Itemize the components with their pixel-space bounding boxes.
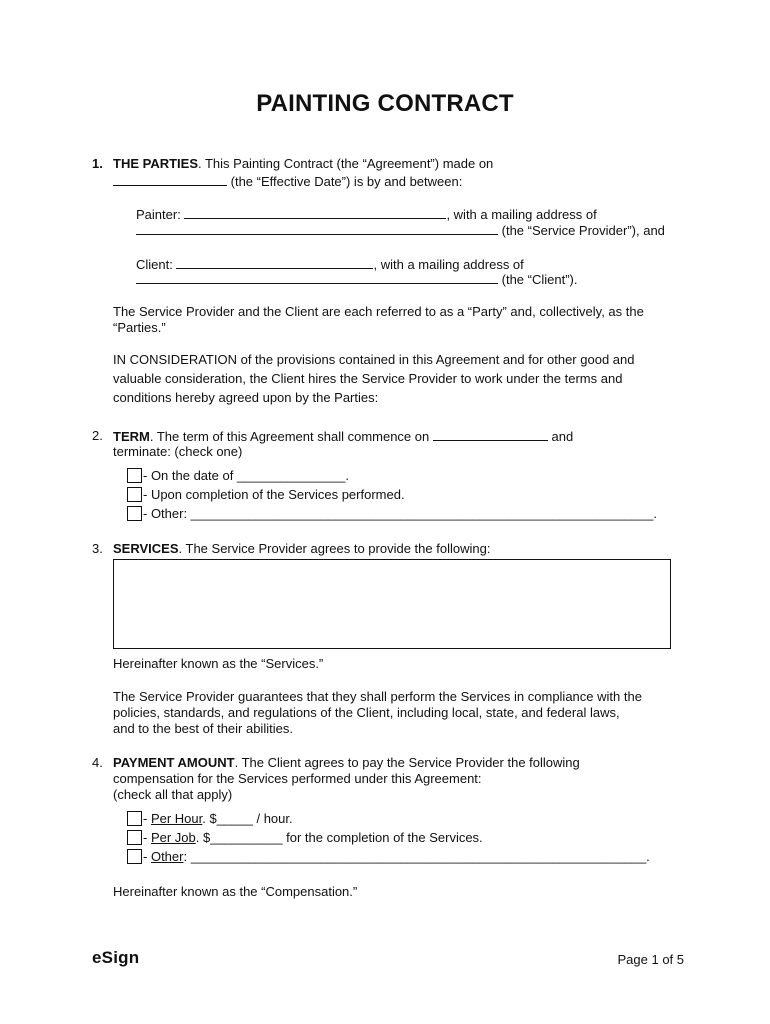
esign-logo: eSign: [92, 948, 140, 967]
painter-label: Painter:: [136, 207, 181, 222]
payment-option-other-checkbox[interactable]: [127, 849, 142, 864]
term-option-2-label: - Upon completion of the Services performed.: [143, 487, 405, 502]
services-known-as: Hereinafter known as the “Services.”: [113, 656, 324, 671]
painter-after-text: , with a mailing address of: [446, 207, 597, 222]
consideration-line-1: IN CONSIDERATION of the provisions contained in this Agreement and for other good and: [113, 352, 635, 367]
consideration-line-3: conditions hereby agreed upon by the Parties:: [113, 390, 379, 405]
other-text: : _______________________________________________________________.: [183, 849, 650, 864]
client-name-field[interactable]: [176, 256, 373, 269]
section-3-number: 3.: [92, 541, 103, 556]
option-dash: -: [143, 830, 151, 845]
painter-address-line: [136, 222, 665, 239]
term-line-2: terminate: (check one): [113, 444, 243, 459]
section-heading: THE PARTIES: [113, 156, 198, 171]
section-heading: TERM: [113, 429, 150, 444]
painter-tail-text: (the “Service Provider”), and: [501, 223, 665, 238]
option-dash: -: [143, 849, 151, 864]
section-2-number: 2.: [92, 428, 103, 443]
client-address-line: [136, 271, 577, 288]
payment-option-per-job-checkbox[interactable]: [127, 830, 142, 845]
term-heading-line: [113, 428, 573, 445]
payment-option-per-job: [143, 830, 483, 846]
term-and-text: and: [551, 429, 574, 444]
term-option-3-label: - Other: ________________________________________________________________.: [143, 506, 658, 521]
payment-heading-line: [113, 755, 580, 771]
payment-option-other: [143, 849, 650, 865]
payment-option-per-hour-checkbox[interactable]: [127, 811, 142, 826]
section-heading: SERVICES: [113, 541, 179, 556]
payment-option-per-hour: [143, 811, 293, 827]
section-1-first-line: [92, 156, 103, 172]
term-start-date-field[interactable]: [433, 428, 548, 441]
services-para-line-3: and to the best of their abilities.: [113, 721, 293, 736]
client-address-field[interactable]: [136, 271, 498, 284]
per-hour-text: . $_____ / hour.: [202, 811, 293, 826]
client-after-text: , with a mailing address of: [373, 257, 524, 272]
effective-date-line: [113, 173, 462, 190]
payment-line-2: compensation for the Services performed under this Agreement:: [113, 771, 482, 786]
client-tail-text: (the “Client”).: [501, 272, 578, 287]
term-option-1-label: - On the date of _______________.: [143, 468, 350, 483]
payment-line-3: (check all that apply): [113, 787, 233, 802]
section-text: . This Painting Contract (the “Agreement”) made on: [198, 156, 494, 171]
painter-line: [136, 206, 597, 223]
term-option-1-checkbox[interactable]: [127, 468, 142, 483]
other-link[interactable]: Other: [150, 849, 184, 864]
section-heading: PAYMENT AMOUNT: [113, 755, 235, 770]
parties-para-line-1: The Service Provider and the Client are each referred to as a “Party” and, collectively, as the: [113, 304, 644, 319]
per-job-text: . $__________ for the completion of the Services.: [195, 830, 483, 845]
document-title: PAINTING CONTRACT: [256, 90, 514, 117]
services-heading-line: [113, 541, 490, 557]
services-text: . The Service Provider agrees to provide the following:: [178, 541, 491, 556]
consideration-line-2: valuable consideration, the Client hires the Service Provider to work under the terms and: [113, 371, 623, 386]
option-dash: -: [143, 811, 151, 826]
services-para-line-1: The Service Provider guarantees that they shall perform the Services in compliance with the: [113, 689, 642, 704]
parties-para-line-2: “Parties.”: [113, 320, 166, 335]
painter-address-field[interactable]: [136, 222, 498, 235]
term-text: . The term of this Agreement shall commence on: [149, 429, 430, 444]
services-para-line-2: policies, standards, and regulations of the Client, including local, state, and federal laws,: [113, 705, 620, 720]
client-label: Client:: [136, 257, 173, 272]
term-option-2-checkbox[interactable]: [127, 487, 142, 502]
section-1-heading-line: [113, 156, 493, 172]
page-number: Page 1 of 5: [617, 952, 684, 967]
effective-date-field[interactable]: [113, 173, 227, 186]
compensation-known-as: Hereinafter known as the “Compensation.”: [113, 884, 358, 899]
per-job-link[interactable]: Per Job: [150, 830, 196, 845]
per-hour-link[interactable]: Per Hour: [150, 811, 203, 826]
painter-name-field[interactable]: [184, 206, 446, 219]
effective-date-text: (the “Effective Date”) is by and between:: [230, 174, 463, 189]
section-4-number: 4.: [92, 755, 103, 770]
term-option-3-checkbox[interactable]: [127, 506, 142, 521]
services-description-box[interactable]: [113, 559, 671, 649]
payment-text: . The Client agrees to pay the Service Provider the following: [234, 755, 580, 770]
section-number: 1.: [92, 156, 103, 171]
